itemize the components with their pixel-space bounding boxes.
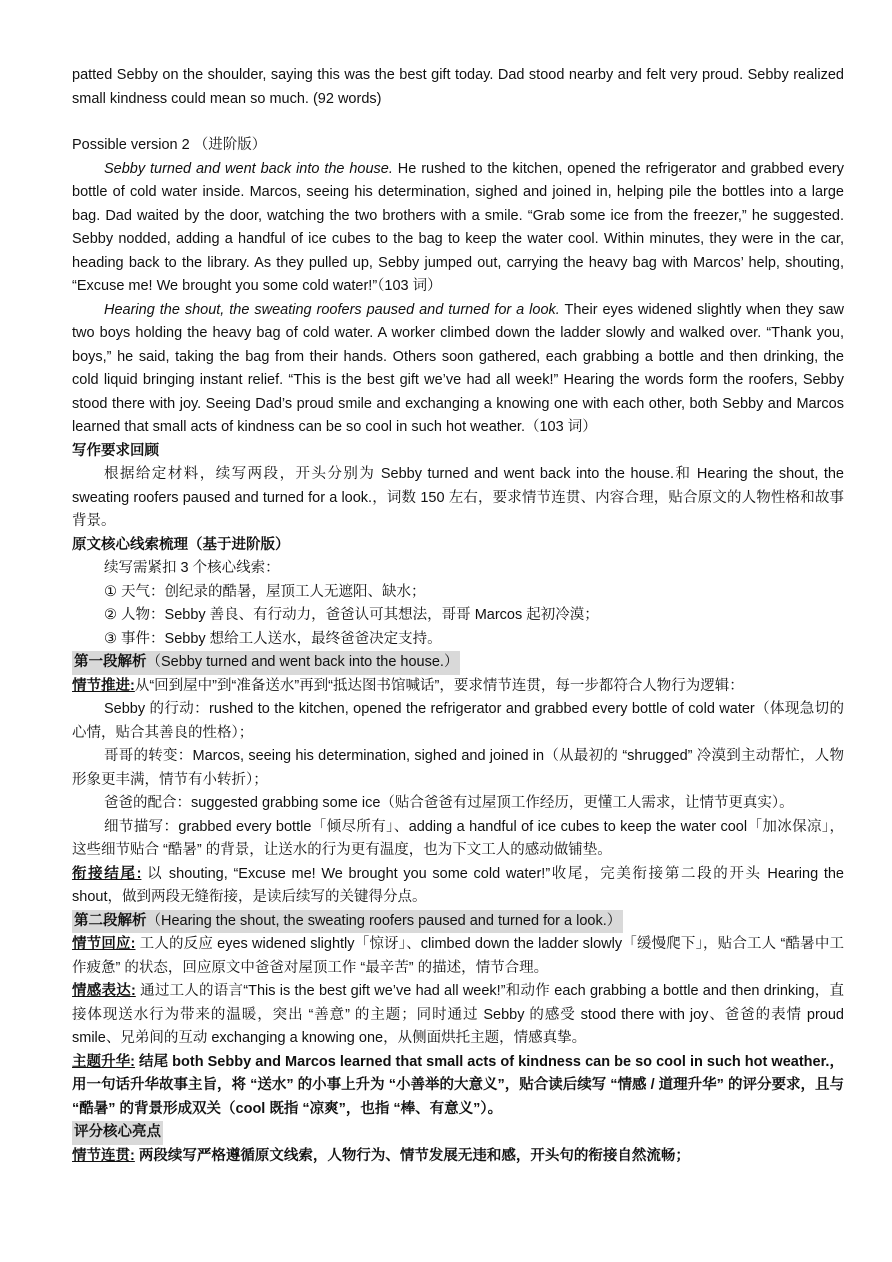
label: 情节回应:: [72, 936, 136, 952]
paragraph-2-analysis-heading: [72, 910, 844, 934]
scoring-heading: [72, 1121, 844, 1145]
ending-link: [72, 863, 844, 910]
label: 情节连贯:: [72, 1147, 135, 1164]
text: 以 shouting, “Excuse me! We brought you some cold water!”收尾，完美衔接第二段的开头 Hearing the shout，做到两段无缝衔接，是读后续写的关键得分点。: [72, 865, 844, 905]
label: 情感表达:: [72, 983, 136, 999]
point-sebby-action: Sebby 的行动：rushed to the kitchen, opened the refrigerator and grabbed every bottle of cold water（体现急切的心情，贴合其善良的性格）；: [72, 701, 844, 741]
heading-rest: （Sebby turned and went back into the house.）: [146, 654, 459, 670]
clues-intro: 续写需紧扣 3 个核心线索：: [104, 560, 280, 576]
text: 结尾 both Sebby and Marcos learned that small acts of kindness can be so cool in such hot weather.，用一句话升华故事主旨，将 “送水” 的小事上升为 “小善举的大意义”，贴合读后续写 “情感 / 道理升华” 的评分要求，且与 “酷暑” 的背景形成双关（cool 既指 “凉爽”，也指 “棒、有意义”）。: [72, 1053, 844, 1117]
clues-heading: 原文核心线索梳理（基于进阶版）: [72, 536, 290, 553]
highlighted-heading: 评分核心亮点: [72, 1121, 163, 1145]
plot-progression: [72, 675, 844, 699]
paragraph-2-body: Their eyes widened slightly when they saw two boys holding the heavy bag of cold water. A worker climbed down the ladder slowly and walked over. “Thank you, boys,” he said, taking the bag from their hands. Others soon gathered, each grabbing a bottle and then drinking, the cold liquid bringing instant relief. “This is the best gift we’ve had all week!” Hearing the words form the roofers, Sebby stood there with joy. Seeing Dad’s proud smile and exchanging a knowing one with each other, both Sebby and Marcos learned that small acts of kindness can be so cool in such hot weather.（103 词）: [72, 301, 844, 435]
point-dad-support: 爸爸的配合：suggested grabbing some ice（贴合爸爸有过屋顶工作经历，更懂工人需求，让情节更真实）。: [104, 795, 794, 811]
text: 从“回到屋中”到“准备送水”再到“抵达图书馆喊话”，要求情节连贯，每一步都符合人物行为逻辑：: [134, 677, 744, 694]
text: 两段续写严格遵循原文线索，人物行为、情节发展无违和感，开头句的衔接自然流畅；: [134, 1147, 690, 1164]
heading-bold: 第一段解析: [74, 654, 147, 670]
label: 情节推进:: [72, 677, 135, 694]
document-page: [72, 64, 844, 1168]
version2-paragraph-2: [72, 299, 844, 440]
highlighted-heading: [72, 651, 460, 675]
clue-item-characters: ② 人物：Sebby 善良、有行动力，爸爸认可其想法，哥哥 Marcos 起初冷漠；: [104, 607, 599, 623]
text: 通过工人的语言“This is the best gift we’ve had all week!”和动作 each grabbing a bottle and then drinking，直接体现送水行为带来的温暖，突出 “善意” 的主题；同时通过 Sebby 的感受 stood there with joy、爸爸的表情 proud smile、兄弟间的互动 exchanging a knowing one，从侧面烘托主题，情感真挚。: [72, 983, 844, 1046]
emotion-expression: [72, 980, 844, 1051]
paragraph-1-body: He rushed to the kitchen, opened the refrigerator and grabbed every bottle of cold water inside. Marcos, seeing his determination, sighed and joined in, helping pile the bottles into a large bag. Dad waited by the door, watching the two brothers with a smile. “Grab some ice from the freezer,” he suggested. Sebby nodded, adding a handful of ice cubes to the bag to keep the water cool. Within minutes, they were in the car, heading back to the library. As they pulled up, Sebby jumped out, carrying the heavy bag with Marcos’ help, shouting, “Excuse me! We brought you some cold water!”（103 词）: [72, 160, 844, 294]
requirements-text: 根据给定材料，续写两段，开头分别为 Sebby turned and went back into the house.和 Hearing the shout, the sweating roofers paused and turned for a look.，词数 150 左右，要求情节连贯、内容合理，贴合原文的人物性格和故事背景。: [72, 466, 844, 529]
version1-tail: patted Sebby on the shoulder, saying this was the best gift today. Dad stood nearby and felt very proud. Sebby realized small kindness could mean so much. (92 words): [72, 67, 844, 107]
clue-item-weather: ① 天气：创纪录的酷暑，屋顶工人无遮阳、缺水；: [104, 583, 426, 600]
theme-sublimation: [72, 1051, 844, 1122]
paragraph-1-opening: Sebby turned and went back into the house.: [104, 160, 393, 177]
clue-item-event: ③ 事件：Sebby 想给工人送水，最终爸爸决定支持。: [104, 630, 442, 647]
highlighted-heading: [72, 910, 623, 934]
spacer: [72, 111, 844, 134]
label: 主题升华:: [72, 1053, 135, 1070]
paragraph-1-analysis-heading: [72, 651, 844, 675]
heading-rest: （Hearing the shout, the sweating roofers paused and turned for a look.）: [146, 912, 622, 929]
plot-response: [72, 933, 844, 980]
text: 工人的反应 eyes widened slightly「惊讶」、climbed down the ladder slowly「缓慢爬下」，贴合工人 “酷暑中工作疲惫” 的状态，回应原文中爸爸对屋顶工作 “最辛苦” 的描述，情节合理。: [72, 936, 844, 976]
label: 衔接结尾:: [72, 865, 142, 882]
paragraph-2-opening: Hearing the shout, the sweating roofers paused and turned for a look.: [104, 301, 560, 318]
plot-coherence: [72, 1145, 844, 1169]
point-brother-change: 哥哥的转变：Marcos, seeing his determination, sighed and joined in（从最初的 “shrugged” 冷漠到主动帮忙，人物形象更丰满，情节有小转折）；: [72, 748, 844, 788]
version2-title: Possible version 2 （进阶版）: [72, 137, 267, 153]
requirements-heading: 写作要求回顾: [72, 442, 159, 459]
heading-bold: 第二段解析: [74, 912, 147, 929]
point-detail-description: 细节描写：grabbed every bottle「倾尽所有」、adding a handful of ice cubes to keep the water cool「加冰保凉」，这些细节贴合 “酷暑” 的背景，让送水的行为更有温度，也为下文工人的感动做铺垫。: [72, 818, 844, 858]
version2-paragraph-1: [72, 158, 844, 299]
